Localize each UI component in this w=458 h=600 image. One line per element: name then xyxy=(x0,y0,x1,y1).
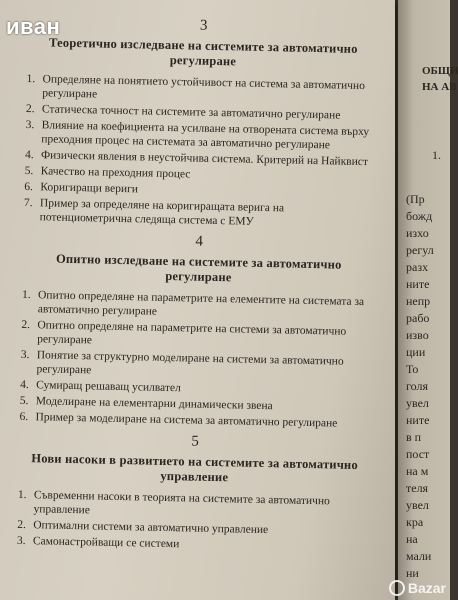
next-page-fragment: голя xyxy=(406,379,428,393)
next-page-fragment: непр xyxy=(406,294,431,308)
toc-entry-title: Пример за моделиране на система за автоматично регулиране xyxy=(35,411,338,430)
section-title: Теоретично изследване на системите за автоматично регулиране xyxy=(48,35,358,69)
next-page-heading-line-2: НА АВ xyxy=(422,81,457,93)
toc-entry-number: 3. xyxy=(20,348,30,362)
toc-entry-number: 7. xyxy=(23,196,33,210)
toc-entry-title: Коригиращи вериги xyxy=(40,181,139,196)
toc-entry-number: 1. xyxy=(17,488,27,502)
next-page-fragment: на xyxy=(406,532,418,546)
toc-entry xyxy=(21,318,374,353)
toc-entry-title: Сумиращ решаващ усилвател xyxy=(36,379,181,395)
toc-entry-title: Самонастройващи се системи xyxy=(32,535,180,551)
section-number: 3 xyxy=(199,17,208,34)
next-page-fragment: кра xyxy=(406,515,424,529)
next-page-fragment: божд xyxy=(406,209,433,223)
section-title: Опитно изследване на системите за автоматично регулиране xyxy=(55,251,342,285)
toc-list xyxy=(24,72,379,231)
toc-entry-number: 5. xyxy=(24,164,34,178)
toc-entry-number: 4. xyxy=(20,378,29,392)
next-page-fragment: в п xyxy=(406,430,422,444)
toc-list xyxy=(19,288,374,431)
toc-entry-title: Оптимални системи за автоматично управление xyxy=(33,519,269,537)
next-page-numeral: 1. xyxy=(432,148,441,162)
toc-entry-title: Понятие за структурно моделиране на системи за автоматично регулиране xyxy=(36,349,344,377)
logo-icon xyxy=(389,580,405,596)
next-page-heading-line-1: ОБЩИ xyxy=(422,65,458,77)
toc-entry-title: Опитно определяне на параметрите на елементите на системата за автоматично регулиране xyxy=(37,289,365,318)
book-page-right xyxy=(398,0,458,600)
toc-entry-number: 6. xyxy=(24,180,34,194)
logo-label: Bazar xyxy=(407,580,446,596)
next-page-fragment: изхо xyxy=(406,226,429,240)
section-number: 5 xyxy=(191,433,199,450)
toc-entry-number: 3. xyxy=(25,118,35,132)
next-page-fragment: То xyxy=(406,362,419,376)
next-page-fragment: разх xyxy=(406,260,429,274)
toc-entry-number: 4. xyxy=(24,148,34,162)
next-page-fragment: рабо xyxy=(406,311,430,325)
next-page-fragment: регул xyxy=(406,243,434,257)
seller-watermark: иван xyxy=(6,14,61,39)
toc-entry-title: Опитно определяне на параметрите на системи за автоматично регулиране xyxy=(37,319,347,347)
toc-list xyxy=(17,488,370,555)
toc-entry-number: 3. xyxy=(16,534,26,548)
toc-entry-title: Съвременни насоки в теорията на системите за автоматично управление xyxy=(33,489,330,517)
next-page-fragment: увел xyxy=(406,396,429,410)
table-of-contents xyxy=(17,12,380,561)
toc-entry xyxy=(20,348,373,383)
toc-entry-number: 2. xyxy=(21,318,31,332)
toc-entry-title: Физически явления в неустойчива система. Критерий на Найквист xyxy=(40,149,369,169)
toc-entry xyxy=(22,288,375,323)
marketplace-logo xyxy=(389,580,446,596)
next-page-fragment: на м xyxy=(406,464,429,478)
toc-entry-title: Пример за определяне на коригиращата верига на потенциометрична следяща система с ЕМУ xyxy=(39,197,285,228)
toc-entry-title: Качество на преходния процес xyxy=(40,165,191,181)
toc-entry-title: Влияние на коефициента на усилване на отворената система върху преходния процес на системата за автоматично регулиране xyxy=(41,119,370,152)
toc-entry-number: 2. xyxy=(25,102,35,116)
next-page-fragment: изво xyxy=(406,328,429,342)
section-title: Нови насоки в развитието на системите за автоматично управление xyxy=(31,451,359,485)
toc-entry-number: 2. xyxy=(17,518,27,532)
toc-entry-title: Моделиране на елементарни динамически звена xyxy=(35,395,273,413)
next-page-fragment: пост xyxy=(406,447,430,461)
toc-entry xyxy=(25,118,378,153)
toc-entry xyxy=(17,488,370,523)
toc-entry-number: 5. xyxy=(19,394,29,408)
section-number: 4 xyxy=(195,233,204,250)
toc-entry xyxy=(24,196,377,231)
next-page-fragment: теля xyxy=(406,481,429,495)
next-page-fragment: мали xyxy=(406,549,432,563)
toc-entry-number: 1. xyxy=(26,72,36,86)
next-page-fragment: ции xyxy=(406,345,426,359)
toc-section xyxy=(19,230,375,431)
toc-entry-number: 6. xyxy=(19,410,29,424)
toc-section xyxy=(17,430,371,555)
next-page-fragment: ни xyxy=(406,566,419,580)
next-page-fragment: ните xyxy=(406,277,430,291)
toc-entry-title: Определяне на понятието устойчивост на система за автоматично регулиране xyxy=(42,73,366,101)
toc-section xyxy=(24,14,380,231)
toc-entry xyxy=(26,72,379,107)
next-page-fragment: ните xyxy=(406,413,430,427)
toc-entry-number: 1. xyxy=(21,288,31,302)
next-page-fragment: увел xyxy=(406,498,429,512)
toc-entry-title: Статическа точност на системите за автоматично регулиране xyxy=(41,103,341,122)
next-page-fragment: (Пр xyxy=(406,192,425,206)
